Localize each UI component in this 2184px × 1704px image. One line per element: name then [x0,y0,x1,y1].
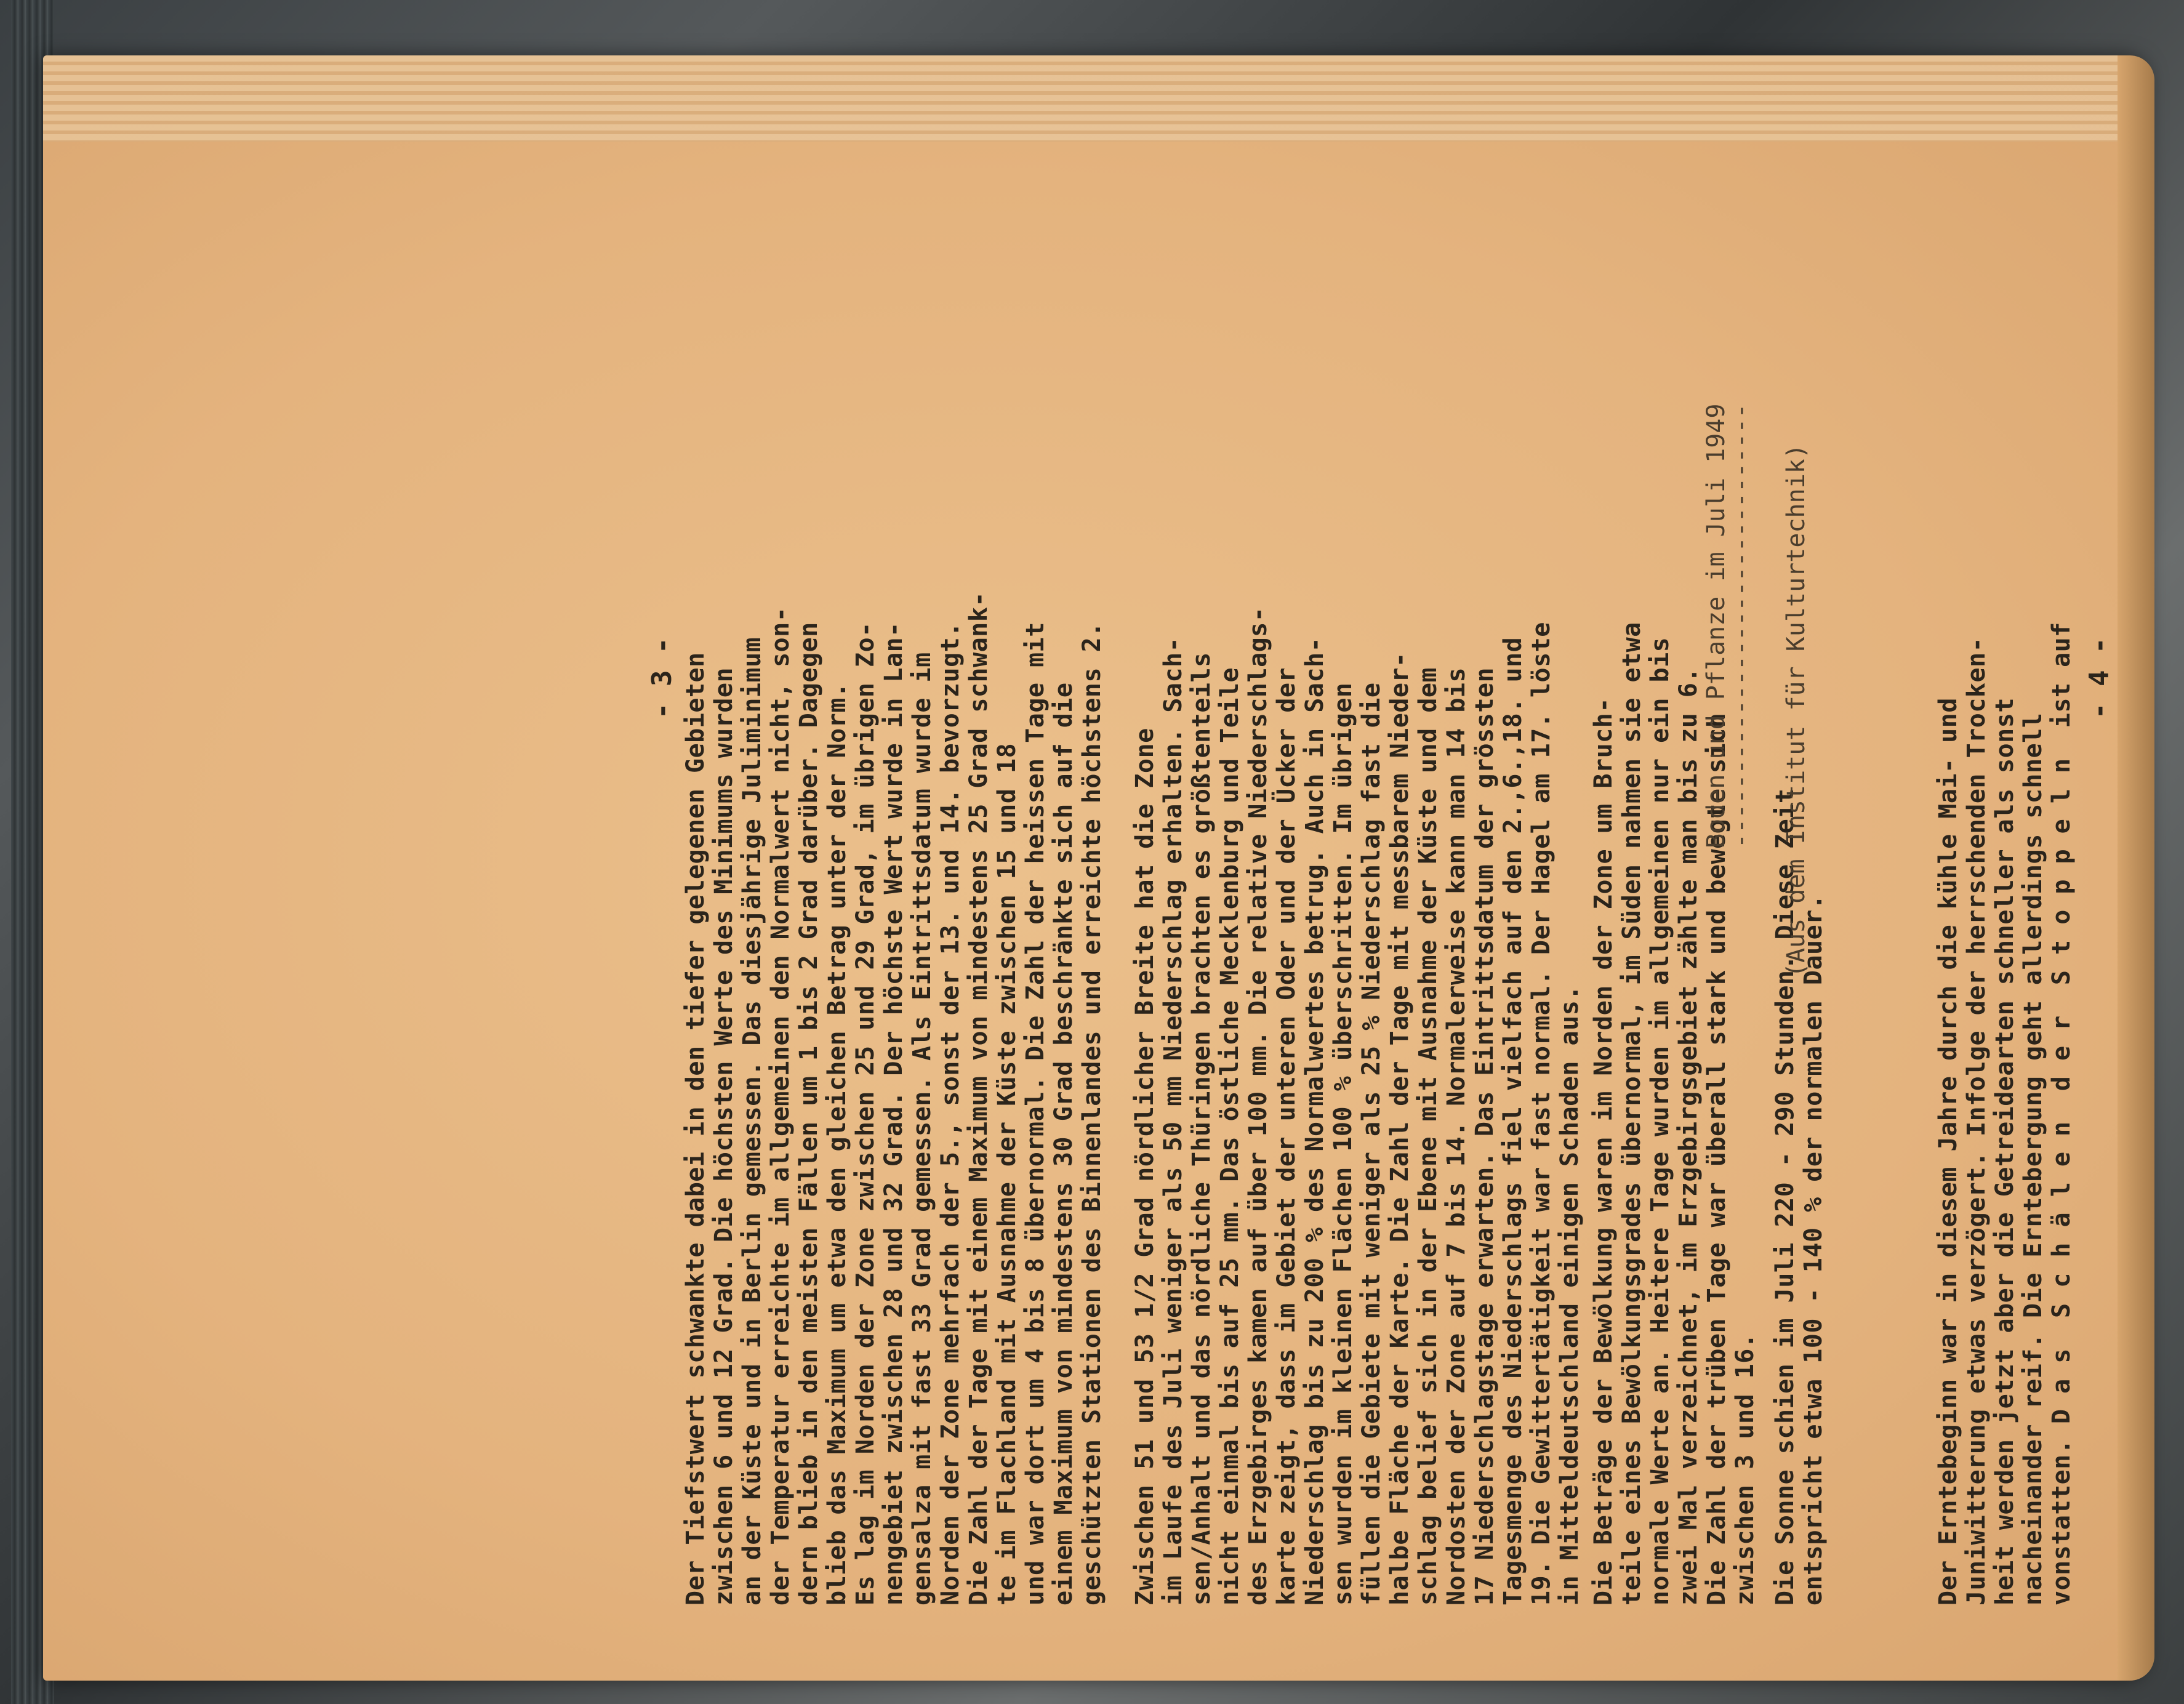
text-line: normale Werte an. Heitere Tage wurden im allgemeinen nur ein bis [1646,637,1674,1606]
text-line: dern blieb in den meisten Fällen um 1 bis 2 Grad darüber. Dagegen [795,622,823,1606]
text-line: Die Zahl der trüben Tage war überall stark und bewegte sich [1703,712,1731,1606]
text-line: Die Sonne schien im Juli 220 - 290 Stunden. Diese Zeit [1771,788,1799,1606]
text-line: karte zeigt, dass im Gebiet der unteren Oder und der Ücker der [1272,667,1301,1606]
text-line: teile eines Bewölkungsgrades übernormal, im Süden nahmen sie etwa [1618,622,1646,1606]
text-line: füllen die Gebiete mit weniger als 25 % Niederschlag fast die [1357,682,1386,1606]
text-line: Es lag im Norden der Zone zwischen 25 und 29 Grad, im übrigen Zo- [851,622,880,1606]
page-number-top: - 3 - [646,637,678,719]
text-line: Der Erntebeginn war in diesem Jahre durch die kühle Mai- und [1934,697,1962,1606]
text-line: blieb das Maximum um etwa den gleichen Betrag unter der Norm. [823,682,851,1606]
text-line: 17 Niederschlagstage erwarten. Das Eintrittsdatum der grössten [1471,667,1499,1606]
text-line: und war dort um 4 bis 8 übernormal. Die Zahl der heissen Tage mit [1021,622,1050,1606]
text-line: vonstatten. D a s S c h ä l e n d e r S t o p p e l n ist auf [2047,622,2076,1606]
text-line: Tagesmenge des Niederschlags fiel vielfach auf den 2.,6.,18. und [1499,637,1527,1606]
text-line: Der Tiefstwert schwankte dabei in den tiefer gelegenen Gebieten [681,652,710,1606]
text-line: Die Zahl der Tage mit einem Maximum von mindestens 25 Grad schwank- [965,592,993,1606]
text-line: Nordosten der Zone auf 7 bis 14. Normalerweise kann man 14 bis [1442,667,1471,1606]
text-line: heit werden jetzt aber die Getreidearten schneller als sonst [1991,697,2019,1606]
text-line: 19. Die Gewittertätigkeit war fast normal. Der Hagel am 17. löste [1527,622,1556,1606]
text-line: in Mitteldeutschland einigen Schaden aus. [1556,985,1584,1606]
text-line: te im Flachland mit Ausnahme der Küste zwischen 15 und 18 [993,742,1021,1606]
text-line: im Laufe des Juli weniger als 50 mm Niederschlag erhalten. Sach- [1159,637,1187,1606]
text-line: gensalza mit fast 33 Grad gemessen. Als Eintrittsdatum wurde im [908,652,936,1606]
text-line: Norden der Zone mehrfach der 5., sonst der 13. und 14. bevorzugt. [936,622,965,1606]
text-line: des Erzgebirges kamen auf über 100 mm. Die relative Niederschlags- [1244,606,1272,1606]
text-line: nicht einmal bis auf 25 mm. Das östliche Mecklenburg und Teile [1216,667,1244,1606]
text-line: entspricht etwa 100 - 140 % der normalen Dauer. [1799,894,1828,1606]
text-line: der Temperatur erreichte im allgemeinen den Normalwert nicht, son- [766,606,795,1606]
text-line: Juniwitterung etwas verzögert. Infolge der herrschenden Trocken- [1962,637,1991,1606]
text-line: einem Maximum von mindestens 30 Grad beschränkte sich auf die [1050,682,1078,1606]
text-line: Niederschlag bis zu 200 % des Normalwertes betrug. Auch in Sach- [1301,637,1329,1606]
section-title: Boden und Pflanze im Juli 1949 [1702,403,1730,848]
text-line: halbe Fläche der Karte. Die Zahl der Tage mit messbarem Nieder- [1386,652,1414,1606]
text-line: an der Küste und in Berlin gemessen. Das diesjährige Juliminimum [738,637,766,1606]
text-line: Zwischen 51 und 53 1/2 Grad nördlicher Breite hat die Zone [1131,728,1159,1606]
text-line: zwischen 6 und 12 Grad. Die höchsten Werte des Minimums wurden [710,667,738,1606]
section-title-rule: ------------------------------ [1727,403,1755,848]
text-line: schlag belief sich in der Ebene mit Ausnahme der Küste und dem [1414,667,1442,1606]
text-line: geschützten Stationen des Binnenlandes und erreichte höchstens 2. [1078,622,1106,1606]
text-line: sen wurden im kleinen Flächen 100 % überschritten. Im übrigen [1329,682,1357,1606]
text-line: zwischen 3 und 16. [1731,1333,1759,1606]
text-line: Die Beträge der Bewölkung waren im Norden der Zone um Bruch- [1589,697,1618,1606]
text-line: zwei Mal verzeichnet, im Erzgebirgsgebiet zählte man bis zu 6. [1674,667,1703,1606]
section-source: (Aus dem Institut für Kulturtechnik) [1782,444,1810,978]
text-line: nacheinander reif. Die Erntebergung geht allerdings schnell [2019,712,2047,1606]
text-line: sen/Anhalt und das nördliche Thüringen brachten es größtenteils [1187,652,1216,1606]
text-line: nengebiet zwischen 28 und 32 Grad. Der höchste Wert wurde in Lan- [880,622,908,1606]
page-number-bottom: - 4 - [2084,637,2115,719]
